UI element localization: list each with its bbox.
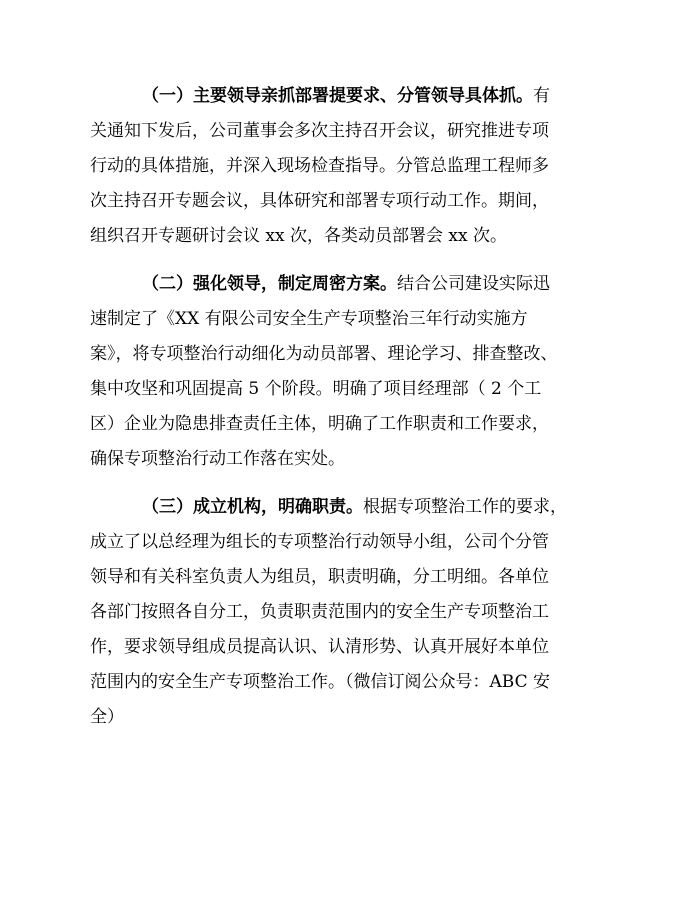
paragraph-text-line: 确保专项整治行动工作落在实处。 — [90, 449, 345, 469]
paragraph-text-line: 作，要求领导组成员提高认识、认清形势、认真开展好本单位 — [90, 637, 549, 657]
paragraph-text-line: 组织召开专题研讨会议 xx 次，各类动员部署会 xx 次。 — [90, 226, 507, 246]
paragraph-first-line — [90, 490, 615, 525]
paragraph-text-line: 区）企业为隐患排查责任主体，明确了工作职责和工作要求， — [90, 414, 549, 434]
paragraph-text-line: 速制定了《XX 有限公司安全生产专项整治三年行动实施方 — [90, 309, 528, 329]
paragraph-text-line: 领导和有关科室负责人为组员，职责明确，分工明细。各单位 — [90, 567, 549, 587]
paragraph-text-line: 结合公司建设实际迅 — [397, 274, 550, 294]
paragraph-text-line: 案》，将专项整治行动细化为动员部署、理论学习、排查整改、 — [90, 344, 558, 364]
paragraph-first-line — [90, 267, 615, 302]
paragraph-plan — [90, 267, 615, 477]
paragraph-leadership — [90, 79, 615, 254]
paragraph-text-line: 各部门按照各自分工，负责职责范围内的安全生产专项整治工 — [90, 602, 549, 622]
paragraph-heading: （一）主要领导亲抓部署提要求、分管领导具体抓。 — [142, 86, 533, 106]
paragraph-text-line: 次主持召开专题会议，具体研究和部署专项行动工作。期间， — [90, 191, 549, 211]
paragraph-text-line: 行动的具体措施，并深入现场检查指导。分管总监理工程师多 — [90, 156, 549, 176]
paragraph-text-line: 成立了以总经理为组长的专项整治行动领导小组，公司个分管 — [90, 532, 549, 552]
paragraph-text-line: 范围内的安全生产专项整治工作。（微信订阅公众号：ABC 安 — [90, 672, 550, 692]
paragraph-text-line: 根据专项整治工作的要求， — [363, 497, 567, 517]
paragraph-organization — [90, 490, 615, 735]
paragraph-first-line — [90, 79, 615, 114]
paragraph-text-line: 关通知下发后，公司董事会多次主持召开会议，研究推进专项 — [90, 121, 549, 141]
paragraph-text-line: 有 — [533, 86, 550, 106]
paragraph-heading: （三）成立机构，明确职责。 — [142, 497, 363, 517]
paragraph-text-line: 集中攻坚和巩固提高 5 个阶段。明确了项目经理部（ 2 个工 — [90, 379, 542, 399]
paragraph-text-line: 全） — [90, 707, 124, 727]
paragraph-heading: （二）强化领导，制定周密方案。 — [142, 274, 397, 294]
